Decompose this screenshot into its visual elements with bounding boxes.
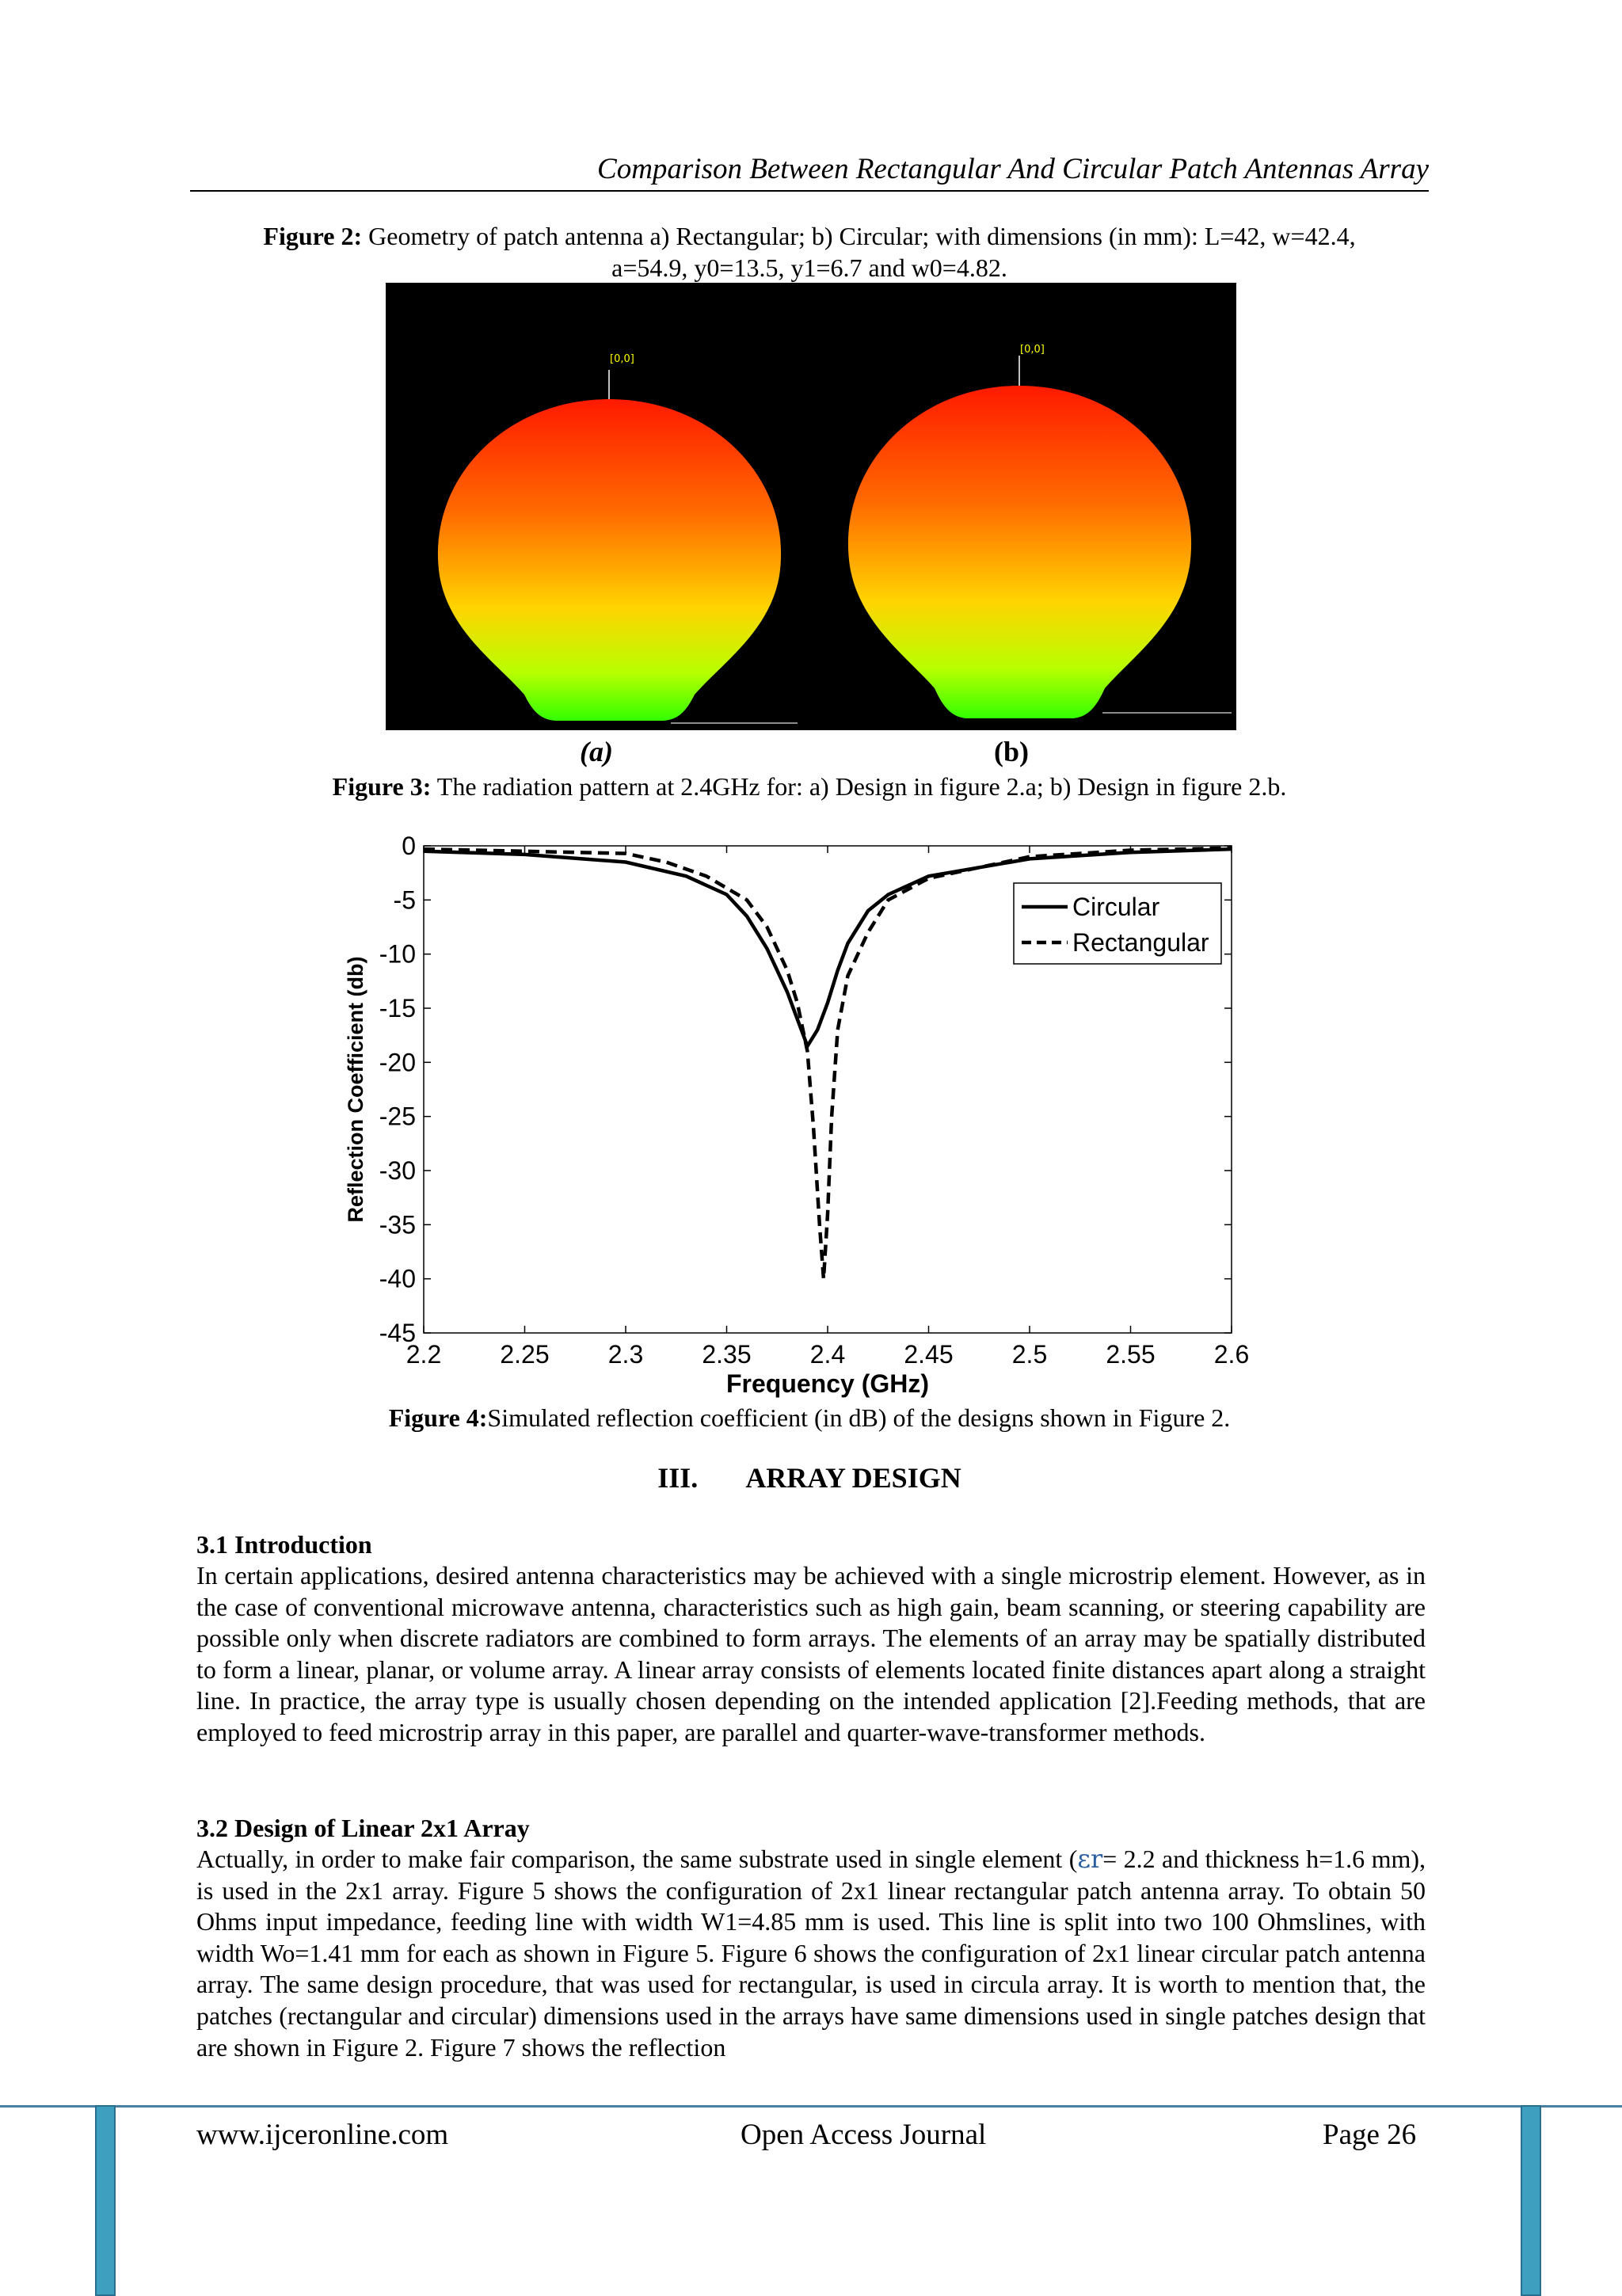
subsection-heading-linear-array: 3.2 Design of Linear 2x1 Array: [196, 1814, 530, 1842]
x-tick-label: 2.5: [1011, 1340, 1048, 1369]
y-axis-label: Reflection Coefficient (db): [344, 956, 367, 1223]
figure3-caption-label: Figure 3:: [332, 772, 432, 801]
legend-label-rectangular: Rectangular: [1072, 928, 1209, 957]
marker-a-label: [0,0]: [610, 353, 634, 365]
paragraph-linear-array: [196, 1844, 1426, 2063]
figure3-caption-text: The radiation pattern at 2.4GHz for: a) Design in figure 2.a; b) Design in figure 2.b.: [436, 772, 1287, 801]
paragraph-linear-array-part1: Actually, in order to make fair comparison, the same substrate used in single element (: [196, 1845, 1078, 1873]
footer-journal: Open Access Journal: [741, 2119, 987, 2151]
y-tick-label: -45: [379, 1319, 416, 1347]
x-tick-label: 2.2: [406, 1340, 442, 1369]
y-tick-label: -15: [379, 994, 416, 1022]
figure4-caption-text: Simulated reflection coefficient (in dB) of the designs shown in Figure 2.: [487, 1403, 1231, 1432]
footer-side-bar-right: [1521, 2105, 1541, 2296]
x-tick-label: 2.3: [607, 1340, 644, 1369]
paragraph-introduction: In certain applications, desired antenna characteristics may be achieved with a single microstrip element. However, as in the case of conventional microwave antenna, characteristics such as high gain, beam scanning, or steering capability are possible only when discrete radiators are combined to form arrays. The elements of an array may be spatially distributed to form a linear, planar, or volume array. A linear array consists of elements located finite distances apart along a straight line. In practice, the array type is usually chosen depending on the intended application [2].Feeding methods, that are employed to feed microstrip array in this paper, are parallel and quarter-wave-transformer methods.: [196, 1561, 1426, 1746]
marker-b-label: [0,0]: [1020, 344, 1045, 356]
section-number: III.: [657, 1462, 699, 1494]
x-tick-label: 2.35: [702, 1340, 752, 1369]
footer-rule: [0, 2105, 1622, 2108]
figure2-caption-line2: a=54.9, y0=13.5, y1=6.7 and w0=4.82.: [611, 253, 1007, 282]
figure4-caption-label: Figure 4:: [388, 1403, 488, 1432]
y-tick-label: -25: [379, 1102, 416, 1131]
footer-page-number: Page 26: [1323, 2119, 1417, 2151]
radiation-lobe-a: [438, 399, 781, 721]
radiation-pattern-figure: [386, 283, 1236, 730]
y-tick-label: -20: [379, 1048, 416, 1077]
figure3-caption: [190, 771, 1429, 802]
radiation-pattern-svg: [386, 283, 1236, 730]
y-tick-label: -35: [379, 1210, 416, 1239]
figure2-caption: [190, 220, 1429, 284]
y-tick-label: -30: [379, 1156, 416, 1185]
reflection-coefficient-chart: [333, 820, 1267, 1406]
x-axis-label: Frequency (GHz): [725, 1369, 930, 1398]
header-rule: [190, 190, 1429, 192]
subfigure-a-label: (a): [580, 736, 613, 767]
x-tick-label: 2.55: [1106, 1340, 1156, 1369]
y-tick-label: -5: [393, 885, 416, 915]
figure2-caption-label: Figure 2:: [263, 222, 363, 250]
section-title: ARRAY DESIGN: [745, 1462, 961, 1494]
figure2-caption-text: Geometry of patch antenna a) Rectangular; b) Circular; with dimensions (in mm): L=42, w=42.4,: [368, 222, 1356, 250]
x-tick-label: 2.25: [500, 1340, 550, 1369]
y-tick-label: -10: [379, 939, 416, 969]
subsection-heading-introduction: 3.1 Introduction: [196, 1530, 372, 1559]
radiation-lobe-b: [848, 386, 1191, 718]
subfigure-b-label: (b): [994, 736, 1029, 767]
section-heading: [190, 1461, 1429, 1494]
x-tick-label: 2.45: [904, 1340, 954, 1369]
y-tick-label: -40: [379, 1264, 416, 1293]
running-header-title: Comparison Between Rectangular And Circular Patch Antennas Array: [597, 153, 1429, 185]
footer-website: www.ijceronline.com: [196, 2119, 449, 2151]
x-tick-label: 2.4: [809, 1340, 846, 1369]
footer-side-bar-left: [95, 2105, 116, 2296]
y-tick-label: 0: [402, 832, 416, 860]
legend-label-circular: Circular: [1072, 893, 1160, 921]
paragraph-linear-array-part2: = 2.2 and thickness h=1.6 mm), is used in the 2x1 array. Figure 5 shows the configuration of 2x1 linear rectangular patch antenna array. To obtain 50 Ohms input impedance, feeding line with width W1=4.85 mm is used. This line is split into two 100 Ohmslines, with width Wo=1.41 mm for each as shown in Figure 5. Figure 6 shows the configuration of 2x1 linear circular patch antenna array. The same design procedure, that was used for rectangular, is used in circula array. It is worth to mention that, the patches (rectangular and circular) dimensions used in the arrays have same dimensions used in single patches design that are shown in Figure 2. Figure 7 shows the reflection: [196, 1845, 1426, 2062]
epsilon-symbol: εr: [1077, 1844, 1103, 1874]
x-tick-label: 2.6: [1213, 1340, 1250, 1369]
figure4-caption: [190, 1402, 1429, 1434]
figure2-caption-line1: [190, 220, 1429, 252]
